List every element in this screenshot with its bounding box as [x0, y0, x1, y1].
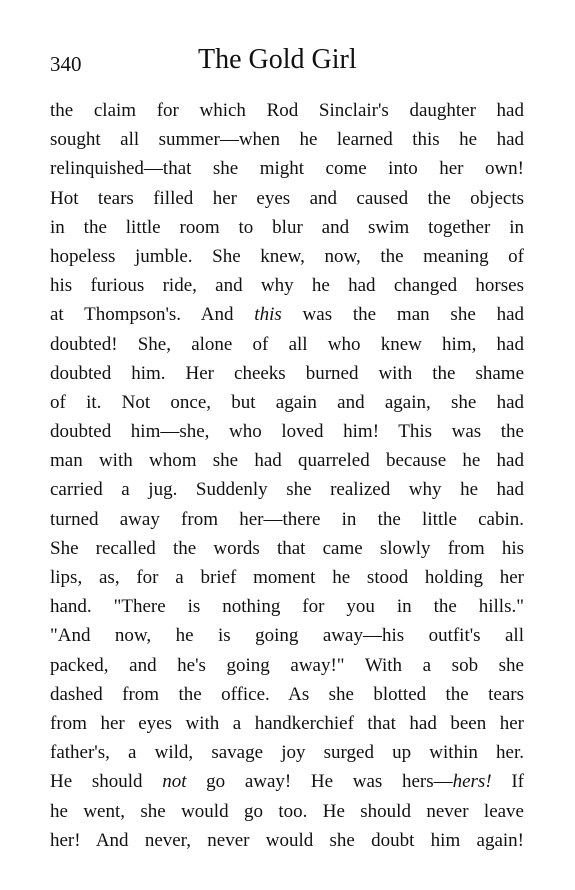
text-run: man with whom she had quarreled because he had: [50, 450, 524, 472]
text-run: was the man she had: [281, 304, 524, 326]
text-line: [50, 651, 524, 680]
text-run: his furious ride, and why he had changed horses: [50, 275, 524, 297]
text-line: [50, 621, 524, 650]
text-line: [50, 125, 524, 154]
text-run: relinquished—that she might come into her own!: [50, 158, 524, 180]
text-run: go away! He was hers—: [186, 771, 453, 793]
text-line: [50, 505, 524, 534]
text-line: [50, 184, 524, 213]
text-run: carried a jug. Suddenly she realized why he had: [50, 479, 524, 501]
italic-emphasis: hers!: [452, 771, 492, 793]
text-run: hand. "There is nothing for you in the hills.": [50, 596, 524, 618]
text-run: doubted him. Her cheeks burned with the shame: [50, 362, 524, 384]
text-line: [50, 797, 524, 826]
text-run: If: [491, 771, 524, 793]
text-run: packed, and he's going away!" With a sob she: [50, 654, 524, 676]
text-run: doubted him—she, who loved him! This was the: [50, 421, 524, 443]
text-line: [50, 242, 524, 271]
text-line: [50, 738, 524, 767]
text-line: [50, 330, 524, 359]
text-line: [50, 300, 524, 329]
text-run: hopeless jumble. She knew, now, the meaning of: [50, 245, 524, 267]
text-run: She recalled the words that came slowly from his: [50, 537, 524, 559]
text-line: [50, 592, 524, 621]
text-run: turned away from her—there in the little cabin.: [50, 508, 524, 530]
page-number: 340: [50, 52, 82, 76]
text-line: [50, 213, 524, 242]
text-run: dashed from the office. As she blotted the tears: [50, 683, 524, 705]
text-line: [50, 475, 524, 504]
text-line: [50, 680, 524, 709]
page-header: [0, 44, 575, 84]
text-line: [50, 826, 524, 855]
text-line: [50, 96, 524, 125]
text-line: [50, 446, 524, 475]
text-run: lips, as, for a brief moment he stood holding her: [50, 567, 524, 588]
text-line: [50, 271, 524, 300]
italic-emphasis: this: [254, 304, 282, 326]
body-text: [50, 96, 524, 855]
text-line: [50, 709, 524, 738]
text-run: Hot tears filled her eyes and caused the objects: [50, 187, 524, 209]
text-run: "And now, he is going away—his outfit's all: [50, 625, 524, 647]
text-run: father's, a wild, savage joy surged up within her.: [50, 742, 524, 764]
text-run: he went, she would go too. He should never leave: [50, 800, 524, 822]
text-line: [50, 154, 524, 183]
text-run: He should: [50, 771, 163, 793]
text-line: [50, 563, 524, 592]
text-line: [50, 359, 524, 388]
text-run: the claim for which Rod Sinclair's daughter had: [50, 100, 524, 121]
text-run: in the little room to blur and swim together in: [50, 216, 524, 238]
text-run: her! And never, never would she doubt him again!: [50, 829, 524, 851]
text-line: [50, 767, 524, 796]
text-run: sought all summer—when he learned this he had: [50, 129, 524, 151]
text-run: from her eyes with a handkerchief that had been her: [50, 712, 524, 734]
italic-emphasis: not: [162, 771, 187, 793]
text-line: [50, 417, 524, 446]
text-run: of it. Not once, but again and again, she had: [50, 391, 524, 413]
running-title: The Gold Girl: [198, 44, 357, 75]
text-run: at Thompson's. And: [50, 304, 255, 326]
text-line: [50, 534, 524, 563]
text-line: [50, 388, 524, 417]
text-run: doubted! She, alone of all who knew him, had: [50, 333, 524, 355]
